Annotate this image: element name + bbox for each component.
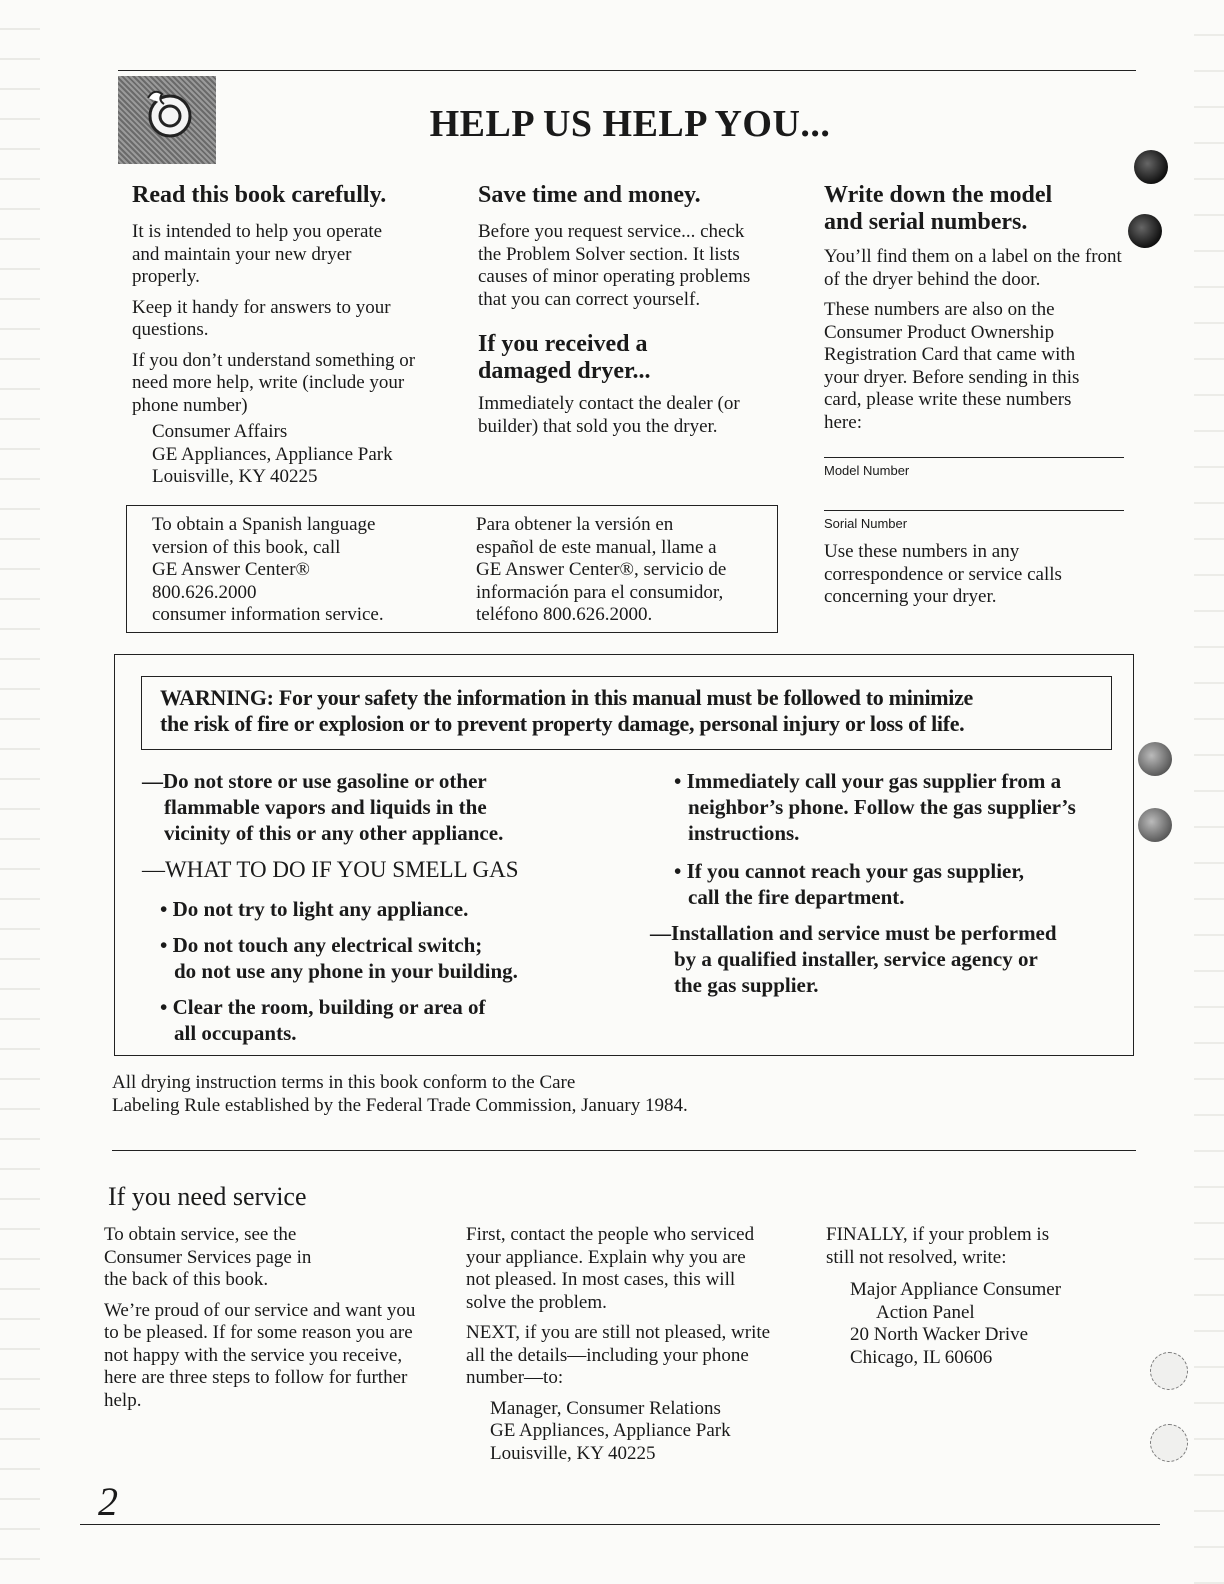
warning-text: • Immediately call your gas supplier from a — [674, 769, 1062, 793]
care-labeling-note — [112, 1072, 832, 1117]
binder-hole-dot — [1150, 1424, 1188, 1462]
damaged-heading: If you received a damaged dryer... — [478, 331, 651, 384]
warning-line-1: WARNING: For your safety the information in this manual must be followed to minimize — [160, 685, 974, 710]
no-light-bullet: • Do not try to light any appliance. — [160, 897, 469, 921]
warning-text: instructions. — [688, 821, 800, 845]
no-switch-bullet — [160, 932, 518, 984]
save-p2: Immediately contact the dealer (or builder) that sold you the dryer. — [478, 393, 740, 437]
binder-hole-dot — [1138, 742, 1172, 776]
warning-text: neighbor’s phone. Follow the gas supplier’s — [688, 795, 1076, 819]
service-heading: If you need service — [108, 1182, 307, 1211]
english-line: GE Answer Center® — [152, 559, 310, 580]
read-heading: Read this book carefully. — [132, 182, 387, 208]
col2-address-line: Louisville, KY 40225 — [490, 1442, 656, 1464]
spanish-line: teléfono 800.626.2000. — [476, 604, 653, 625]
spanish-line: español de este manual, llame a — [476, 536, 717, 558]
col2-address-line: GE Appliances, Appliance Park — [490, 1420, 731, 1441]
service-col-3 — [826, 1224, 1126, 1369]
warning-text: call the fire department. — [688, 885, 905, 909]
read-p3: If you don’t understand something or need more help, write (include your phone number) — [132, 349, 416, 416]
english-line: To obtain a Spanish language — [152, 514, 376, 535]
save-heading: Save time and money. — [478, 182, 701, 208]
warning-line-2: the risk of fire or explosion or to prevent property damage, personal injury or loss of life. — [160, 711, 965, 736]
write-p3: Use these numbers in any correspondence or service calls concerning your dryer. — [824, 541, 1062, 607]
english-line: version of this book, call — [152, 536, 341, 558]
smell-gas-heading: —WHAT TO DO IF YOU SMELL GAS — [142, 857, 519, 882]
service-col-1 — [104, 1224, 434, 1412]
col3-address-line: Chicago, IL 60606 — [850, 1346, 993, 1368]
col3-address-line: Major Appliance Consumer — [850, 1279, 1062, 1300]
warning-text: by a qualified installer, service agency or — [674, 947, 1038, 971]
service-col1-p1: To obtain service, see the Consumer Services page in the back of this book. — [104, 1224, 312, 1290]
installation-item — [650, 920, 1120, 998]
scan-edge-right — [1194, 0, 1224, 1584]
page-number: 2 — [98, 1479, 118, 1524]
service-col1-p2: We’re proud of our service and want you to be pleased. If for some reason you are not happy with the service you receive, here are three steps to follow for further help. — [104, 1299, 416, 1411]
model-number-line — [824, 457, 1124, 458]
service-col2-p1: First, contact the people who serviced your appliance. Explain why you are not pleased. In most cases, this will solve the problem. — [466, 1224, 755, 1313]
write-p2: These numbers are also on the Consumer Product Ownership Registration Card that came with your dryer. Before sending in this card, please write these numbers here: — [824, 299, 1080, 433]
no-gasoline-item — [142, 768, 642, 846]
col3-address-line: 20 North Wacker Drive — [850, 1324, 1029, 1345]
col2-address-line: Manager, Consumer Relations — [490, 1397, 721, 1419]
english-line: 800.626.2000 — [152, 581, 257, 603]
top-rule — [118, 70, 1136, 71]
spanish-line: Para obtener la versión en — [476, 514, 674, 535]
write-p1: You’ll find them on a label on the front of the dryer behind the door. — [824, 246, 1122, 290]
warning-text: the gas supplier. — [674, 973, 819, 997]
service-col3-p1: FINALLY, if your problem is still not resolved, write: — [826, 1224, 1050, 1268]
warning-text: —Installation and service must be performed — [650, 921, 1057, 945]
model-number-label: Model Number — [824, 463, 910, 478]
warning-text: all occupants. — [174, 1021, 297, 1045]
spanish-line: GE Answer Center®, servicio de — [476, 559, 727, 580]
read-p1: It is intended to help you operate and maintain your new dryer properly. — [132, 221, 383, 287]
english-line: consumer information service. — [152, 604, 384, 625]
read-section — [132, 182, 452, 489]
serial-number-line — [824, 510, 1124, 511]
fire-department-bullet — [674, 858, 1124, 910]
warning-text: do not use any phone in your building. — [174, 959, 518, 983]
binder-hole-dot — [1138, 808, 1172, 842]
read-address-line: Louisville, KY 40225 — [152, 466, 318, 487]
service-rule — [112, 1150, 1136, 1151]
care-note-line: All drying instruction terms in this book conform to the Care — [112, 1072, 576, 1093]
binder-hole-dot — [1128, 214, 1162, 248]
service-col2-p2: NEXT, if you are still not pleased, write all the details—including your phone number—to: — [466, 1322, 771, 1388]
warning-text: vicinity of this or any other appliance. — [164, 821, 504, 845]
page-title: HELP US HELP YOU... — [429, 103, 831, 145]
warning-text: • Clear the room, building or area of — [160, 995, 486, 1019]
binder-hole-dot — [1134, 150, 1168, 184]
call-supplier-bullet — [674, 768, 1124, 846]
warning-text: —Do not store or use gasoline or other — [142, 769, 487, 793]
bottom-rule — [80, 1524, 1160, 1525]
warning-text: • If you cannot reach your gas supplier, — [674, 859, 1025, 883]
spanish-box-english — [152, 514, 462, 627]
warning-text: • Do not touch any electrical switch; — [160, 933, 483, 957]
col3-address-line: Action Panel — [876, 1301, 975, 1323]
clear-room-bullet — [160, 994, 485, 1046]
read-p2: Keep it handy for answers to your questions. — [132, 296, 391, 340]
spanish-box-spanish — [476, 514, 776, 627]
care-note-line: Labeling Rule established by the Federal Trade Commission, January 1984. — [112, 1094, 688, 1116]
serial-number-label: Sorial Number — [824, 516, 908, 531]
write-section — [824, 182, 1124, 434]
warning-text: flammable vapors and liquids in the — [164, 795, 487, 819]
save-section — [478, 182, 798, 438]
read-address-line: Consumer Affairs — [152, 421, 288, 442]
write-heading: Write down the model and serial numbers. — [824, 182, 1053, 235]
scan-edge-left — [0, 0, 40, 1584]
service-col-2 — [466, 1224, 796, 1465]
read-address-line: GE Appliances, Appliance Park — [152, 443, 393, 465]
save-p1: Before you request service... check the Problem Solver section. It lists causes of minor operating problems that you can correct yourself. — [478, 221, 751, 310]
binder-hole-dot — [1150, 1352, 1188, 1390]
spanish-line: información para el consumidor, — [476, 581, 724, 603]
